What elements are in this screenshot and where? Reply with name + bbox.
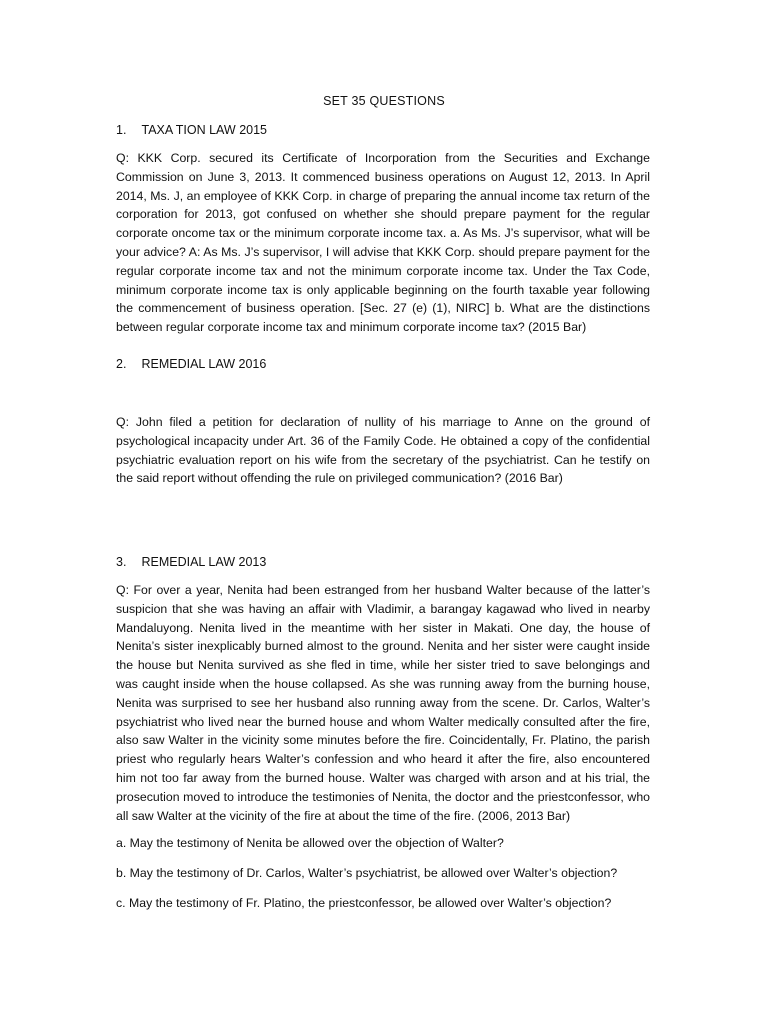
section-heading-label: REMEDIAL LAW 2013 <box>141 555 267 569</box>
section-number: 3. <box>116 555 127 569</box>
section-question-taxation: Q: KKK Corp. secured its Certificate of Incorporation from the Securities and Exchange Commission on June 3, 2013. It commenced business operations on August 12, 2013. In April 2014, Ms. J, an employee of KKK Corp. in charge of preparing the annual income tax return of the corporation for 2013, got confused on whether she should prepare payment for the regular corporate oncome tax or the minimum corporate income tax. a. As Ms. J’s supervisor, what will be your advice? A: As Ms. J’s supervisor, I will advise that KKK Corp. should prepare payment for the regular corporate income tax and not the minimum corporate income tax. Under the Tax Code, minimum corporate income tax is only applicable beginning on the fourth taxable year following the commencement of business operation. [Sec. 27 (e) (1), NIRC] b. What are the distinctions between regular corporate income tax and minimum corporate income tax? (2015 Bar) <box>116 151 650 335</box>
section-heading-label: REMEDIAL LAW 2016 <box>141 357 267 371</box>
section-heading-remedial-2016 <box>116 357 266 371</box>
section-heading-remedial-2013 <box>116 555 266 569</box>
section-heading-taxation <box>116 123 267 137</box>
page-title: SET 35 QUESTIONS <box>323 94 445 108</box>
section-number: 1. <box>116 123 127 137</box>
section-question-remedial-2013: Q: For over a year, Nenita had been estranged from her husband Walter because of the latter’s suspicion that she was having an affair with Vladimir, a barangay kagawad who lived in nearby Mandaluyong. Nenita lived in the meantime with her sister in Makati. One day, the house of Nenita’s sister inexplicably burned almost to the ground. Nenita and her sister were caught inside the house but Nenita survived as she fled in time, while her sister tried to save belongings and was caught inside when the house collapsed. As she was running away from the burning house, Nenita was surprised to see her husband also running away from the scene. Dr. Carlos, Walter’s psychiatrist who lived near the burned house and whom Walter medically consulted after the fire, also saw Walter in the vicinity some minutes before the fire. Coincidentally, Fr. Platino, the parish priest who regularly hears Walter’s confession and who heard it after the fire, also encountered him not too far away from the burned house. Walter was charged with arson and at his trial, the prosecution moved to introduce the testimonies of Nenita, the doctor and the priestconfessor, who all saw Walter at the vicinity of the fire at about the time of the fire. (2006, 2013 Bar) <box>116 583 650 823</box>
section-question-remedial-2016: Q: John filed a petition for declaration of nullity of his marriage to Anne on the ground of psychological incapacity under Art. 36 of the Family Code. He obtained a copy of the confidential psychiatric evaluation report on his wife from the secretary of the psychiatrist. Can he testify on the said report without offending the rule on privileged communication? (2016 Bar) <box>116 415 650 486</box>
section-number: 2. <box>116 357 127 371</box>
sub-question-b: b. May the testimony of Dr. Carlos, Walter’s psychiatrist, be allowed over Walter’s objection? <box>116 866 618 880</box>
section-heading-label: TAXA TION LAW 2015 <box>141 123 267 137</box>
sub-question-a: a. May the testimony of Nenita be allowed over the objection of Walter? <box>116 836 504 850</box>
sub-question-c: c. May the testimony of Fr. Platino, the priestconfessor, be allowed over Walter’s objection? <box>116 896 612 910</box>
